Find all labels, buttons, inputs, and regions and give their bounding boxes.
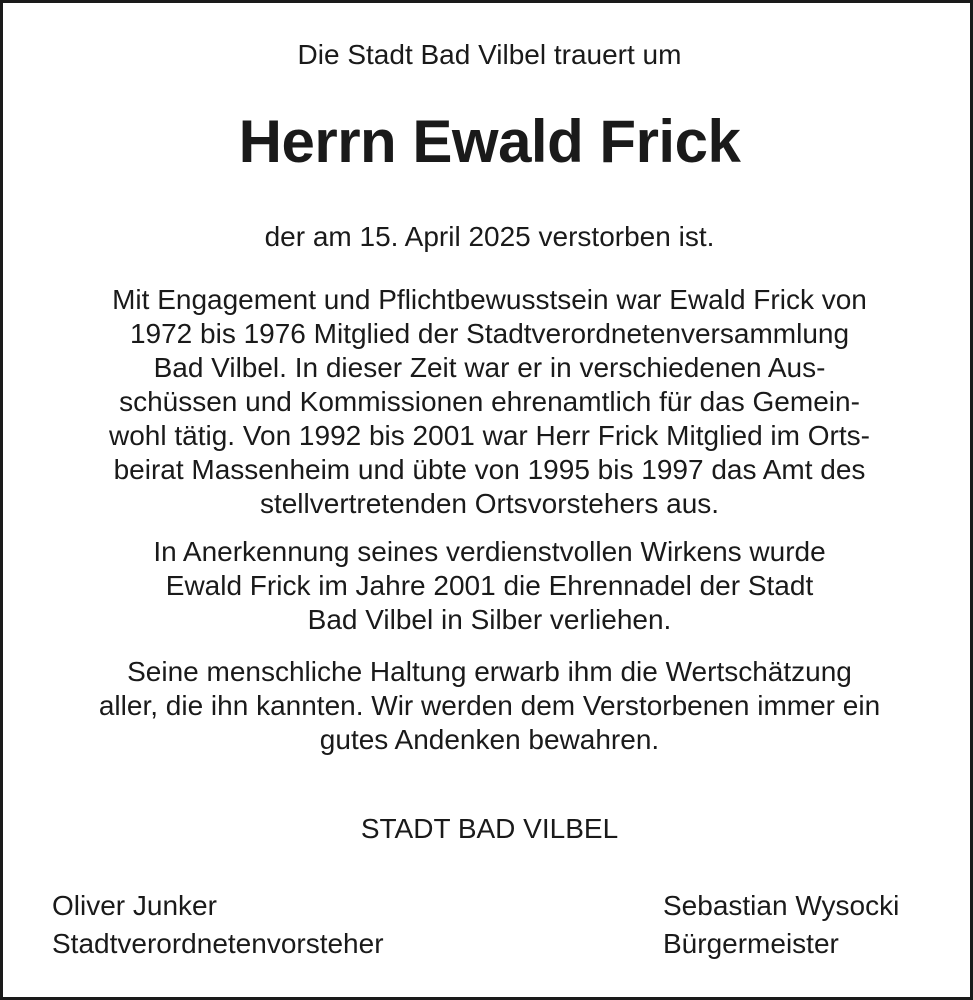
text-line: In Anerkennung seines verdienstvollen Wirkens wurde: [153, 536, 826, 567]
text-line: wohl tätig. Von 1992 bis 2001 war Herr Frick Mitglied im Orts-: [109, 420, 870, 451]
text-line: Bad Vilbel in Silber verliehen.: [307, 604, 672, 635]
text-line: beirat Massenheim und übte von 1995 bis 1997 das Amt des: [113, 454, 866, 485]
signatory-left: [52, 887, 384, 963]
signatory-title: Stadtverordnetenvorsteher: [52, 928, 384, 959]
signatory-name: Oliver Junker: [52, 890, 217, 921]
text-line: Seine menschliche Haltung erwarb ihm die Wertschätzung: [127, 656, 852, 687]
tribute-paragraph-career: [3, 283, 973, 521]
signatory-title: Bürgermeister: [663, 928, 839, 959]
intro-line: Die Stadt Bad Vilbel trauert um: [297, 39, 682, 70]
tribute-paragraph-honor: [3, 535, 973, 637]
signatory-right: [663, 887, 899, 963]
text-line: stellvertretenden Ortsvorstehers aus.: [259, 488, 720, 519]
organization-name: STADT BAD VILBEL: [360, 813, 619, 844]
tribute-paragraph-remembrance: [3, 655, 973, 757]
text-line: gutes Andenken bewahren.: [319, 724, 660, 755]
text-line: aller, die ihn kannten. Wir werden dem Verstorbenen immer ein: [98, 690, 881, 721]
death-date-line: der am 15. April 2025 verstorben ist.: [264, 221, 715, 252]
text-line: schüssen und Kommissionen ehrenamtlich für das Gemein-: [119, 386, 860, 417]
deceased-name: Herrn Ewald Frick: [238, 108, 741, 175]
text-line: Ewald Frick im Jahre 2001 die Ehrennadel der Stadt: [165, 570, 814, 601]
text-line: 1972 bis 1976 Mitglied der Stadtverordnetenversammlung: [129, 318, 850, 349]
signatory-name: Sebastian Wysocki: [663, 890, 900, 921]
text-line: Bad Vilbel. In dieser Zeit war er in verschiedenen Aus-: [153, 352, 826, 383]
text-line: Mit Engagement und Pflichtbewusstsein war Ewald Frick von: [112, 284, 867, 315]
